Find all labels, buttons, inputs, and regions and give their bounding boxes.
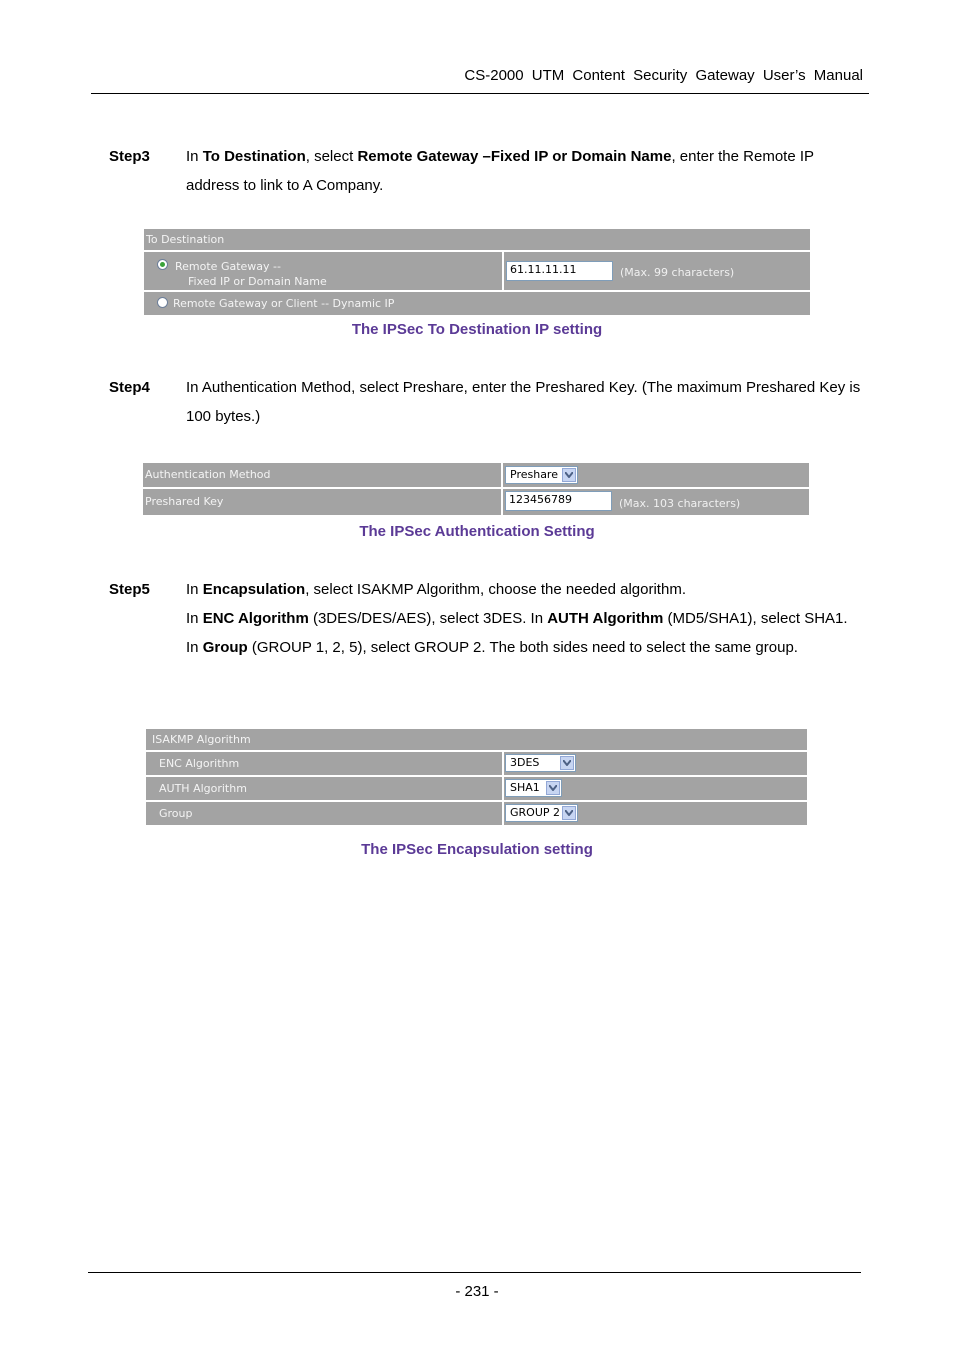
step3-bold-remote-gateway: Remote Gateway –Fixed IP or Domain Name (357, 148, 672, 165)
group-label: Group (146, 802, 502, 825)
step3-text-part: , enter the Remote IP address to link to A Company. (186, 148, 814, 194)
isakmp-panel (146, 729, 807, 825)
chevron-down-icon[interactable] (546, 781, 560, 795)
auth-method-label: Authentication Method (143, 463, 501, 487)
step5-bold-auth: AUTH Algorithm (547, 610, 664, 627)
step5-text-part: (GROUP 1, 2, 5), select GROUP 2. The both sides need to select the same group. (247, 639, 798, 656)
enc-algorithm-label: ENC Algorithm (146, 752, 502, 775)
group-value: GROUP 2 (510, 806, 561, 819)
auth-algorithm-cell (504, 777, 807, 800)
step5-line2 (186, 604, 861, 662)
step3-bold-destination: To Destination (202, 148, 306, 165)
chevron-down-icon[interactable] (562, 468, 576, 482)
fixed-ip-option-line2: Fixed IP or Domain Name (188, 275, 327, 288)
step5-text-part: , select ISAKMP Algorithm, choose the needed algorithm. (305, 581, 686, 598)
footer-rule (88, 1272, 861, 1273)
preshared-key-label: Preshared Key (143, 489, 501, 515)
enc-algorithm-value: 3DES (510, 756, 540, 769)
step5-text-part: In (186, 581, 203, 598)
step5-text-part: (MD5/SHA1), select SHA1. In (186, 610, 848, 656)
step3-text (186, 142, 861, 200)
auth-method-select[interactable] (505, 466, 578, 484)
authentication-panel (143, 463, 809, 515)
dynamic-ip-radio[interactable] (157, 297, 168, 308)
auth-algorithm-select[interactable] (505, 779, 562, 797)
step3-label: Step3 (109, 148, 150, 165)
remote-ip-cell (504, 252, 810, 290)
manual-title: CS-2000 UTM Content Security Gateway User’s Manual (464, 67, 863, 84)
auth-algorithm-label: AUTH Algorithm (146, 777, 502, 800)
to-destination-title: To Destination (144, 229, 810, 250)
step3-text-part: , select (305, 148, 358, 165)
group-cell (504, 802, 807, 825)
auth-method-cell (503, 463, 809, 487)
step4-label: Step4 (109, 379, 150, 396)
page-number: - 231 - (455, 1283, 499, 1300)
fixed-ip-option-cell (144, 252, 502, 290)
auth-method-value: Preshare (510, 468, 558, 481)
preshared-key-cell (503, 489, 809, 515)
caption-authentication: The IPSec Authentication Setting (359, 523, 595, 540)
preshared-key-input[interactable]: 123456789 (505, 491, 612, 511)
header-rule (91, 93, 869, 94)
group-select[interactable] (505, 804, 578, 822)
step5-bold-enc: ENC Algorithm (202, 610, 309, 627)
dynamic-ip-option-label: Remote Gateway or Client -- Dynamic IP (173, 297, 395, 310)
isakmp-title: ISAKMP Algorithm (146, 729, 807, 750)
step5-label: Step5 (109, 581, 150, 598)
fixed-ip-radio[interactable] (157, 259, 168, 270)
step4-text: In Authentication Method, select Preshare, enter the Preshared Key. (The maximum Preshared Key is 100 bytes.) (186, 379, 861, 425)
fixed-ip-option-line1: Remote Gateway -- (175, 260, 281, 273)
to-destination-panel (144, 229, 810, 315)
caption-destination: The IPSec To Destination IP setting (351, 321, 603, 338)
step5-bold-encapsulation: Encapsulation (202, 581, 306, 598)
step5-bold-group: Group (202, 639, 248, 656)
auth-algorithm-value: SHA1 (510, 781, 540, 794)
step5-text-part: (3DES/DES/AES), select 3DES. In (308, 610, 548, 627)
remote-ip-input[interactable]: 61.11.11.11 (506, 261, 613, 281)
remote-ip-hint: (Max. 99 characters) (620, 266, 735, 279)
caption-encapsulation: The IPSec Encapsulation setting (361, 841, 593, 858)
chevron-down-icon[interactable] (560, 756, 574, 770)
step5-text-part: In (186, 610, 203, 627)
step3-text-part: In (186, 148, 203, 165)
chevron-down-icon[interactable] (562, 806, 576, 820)
preshared-key-hint: (Max. 103 characters) (619, 497, 741, 510)
dynamic-ip-option-row (144, 292, 810, 315)
enc-algorithm-cell (504, 752, 807, 775)
step5-line1 (186, 575, 861, 604)
enc-algorithm-select[interactable] (505, 754, 576, 772)
step5-text (186, 575, 861, 662)
